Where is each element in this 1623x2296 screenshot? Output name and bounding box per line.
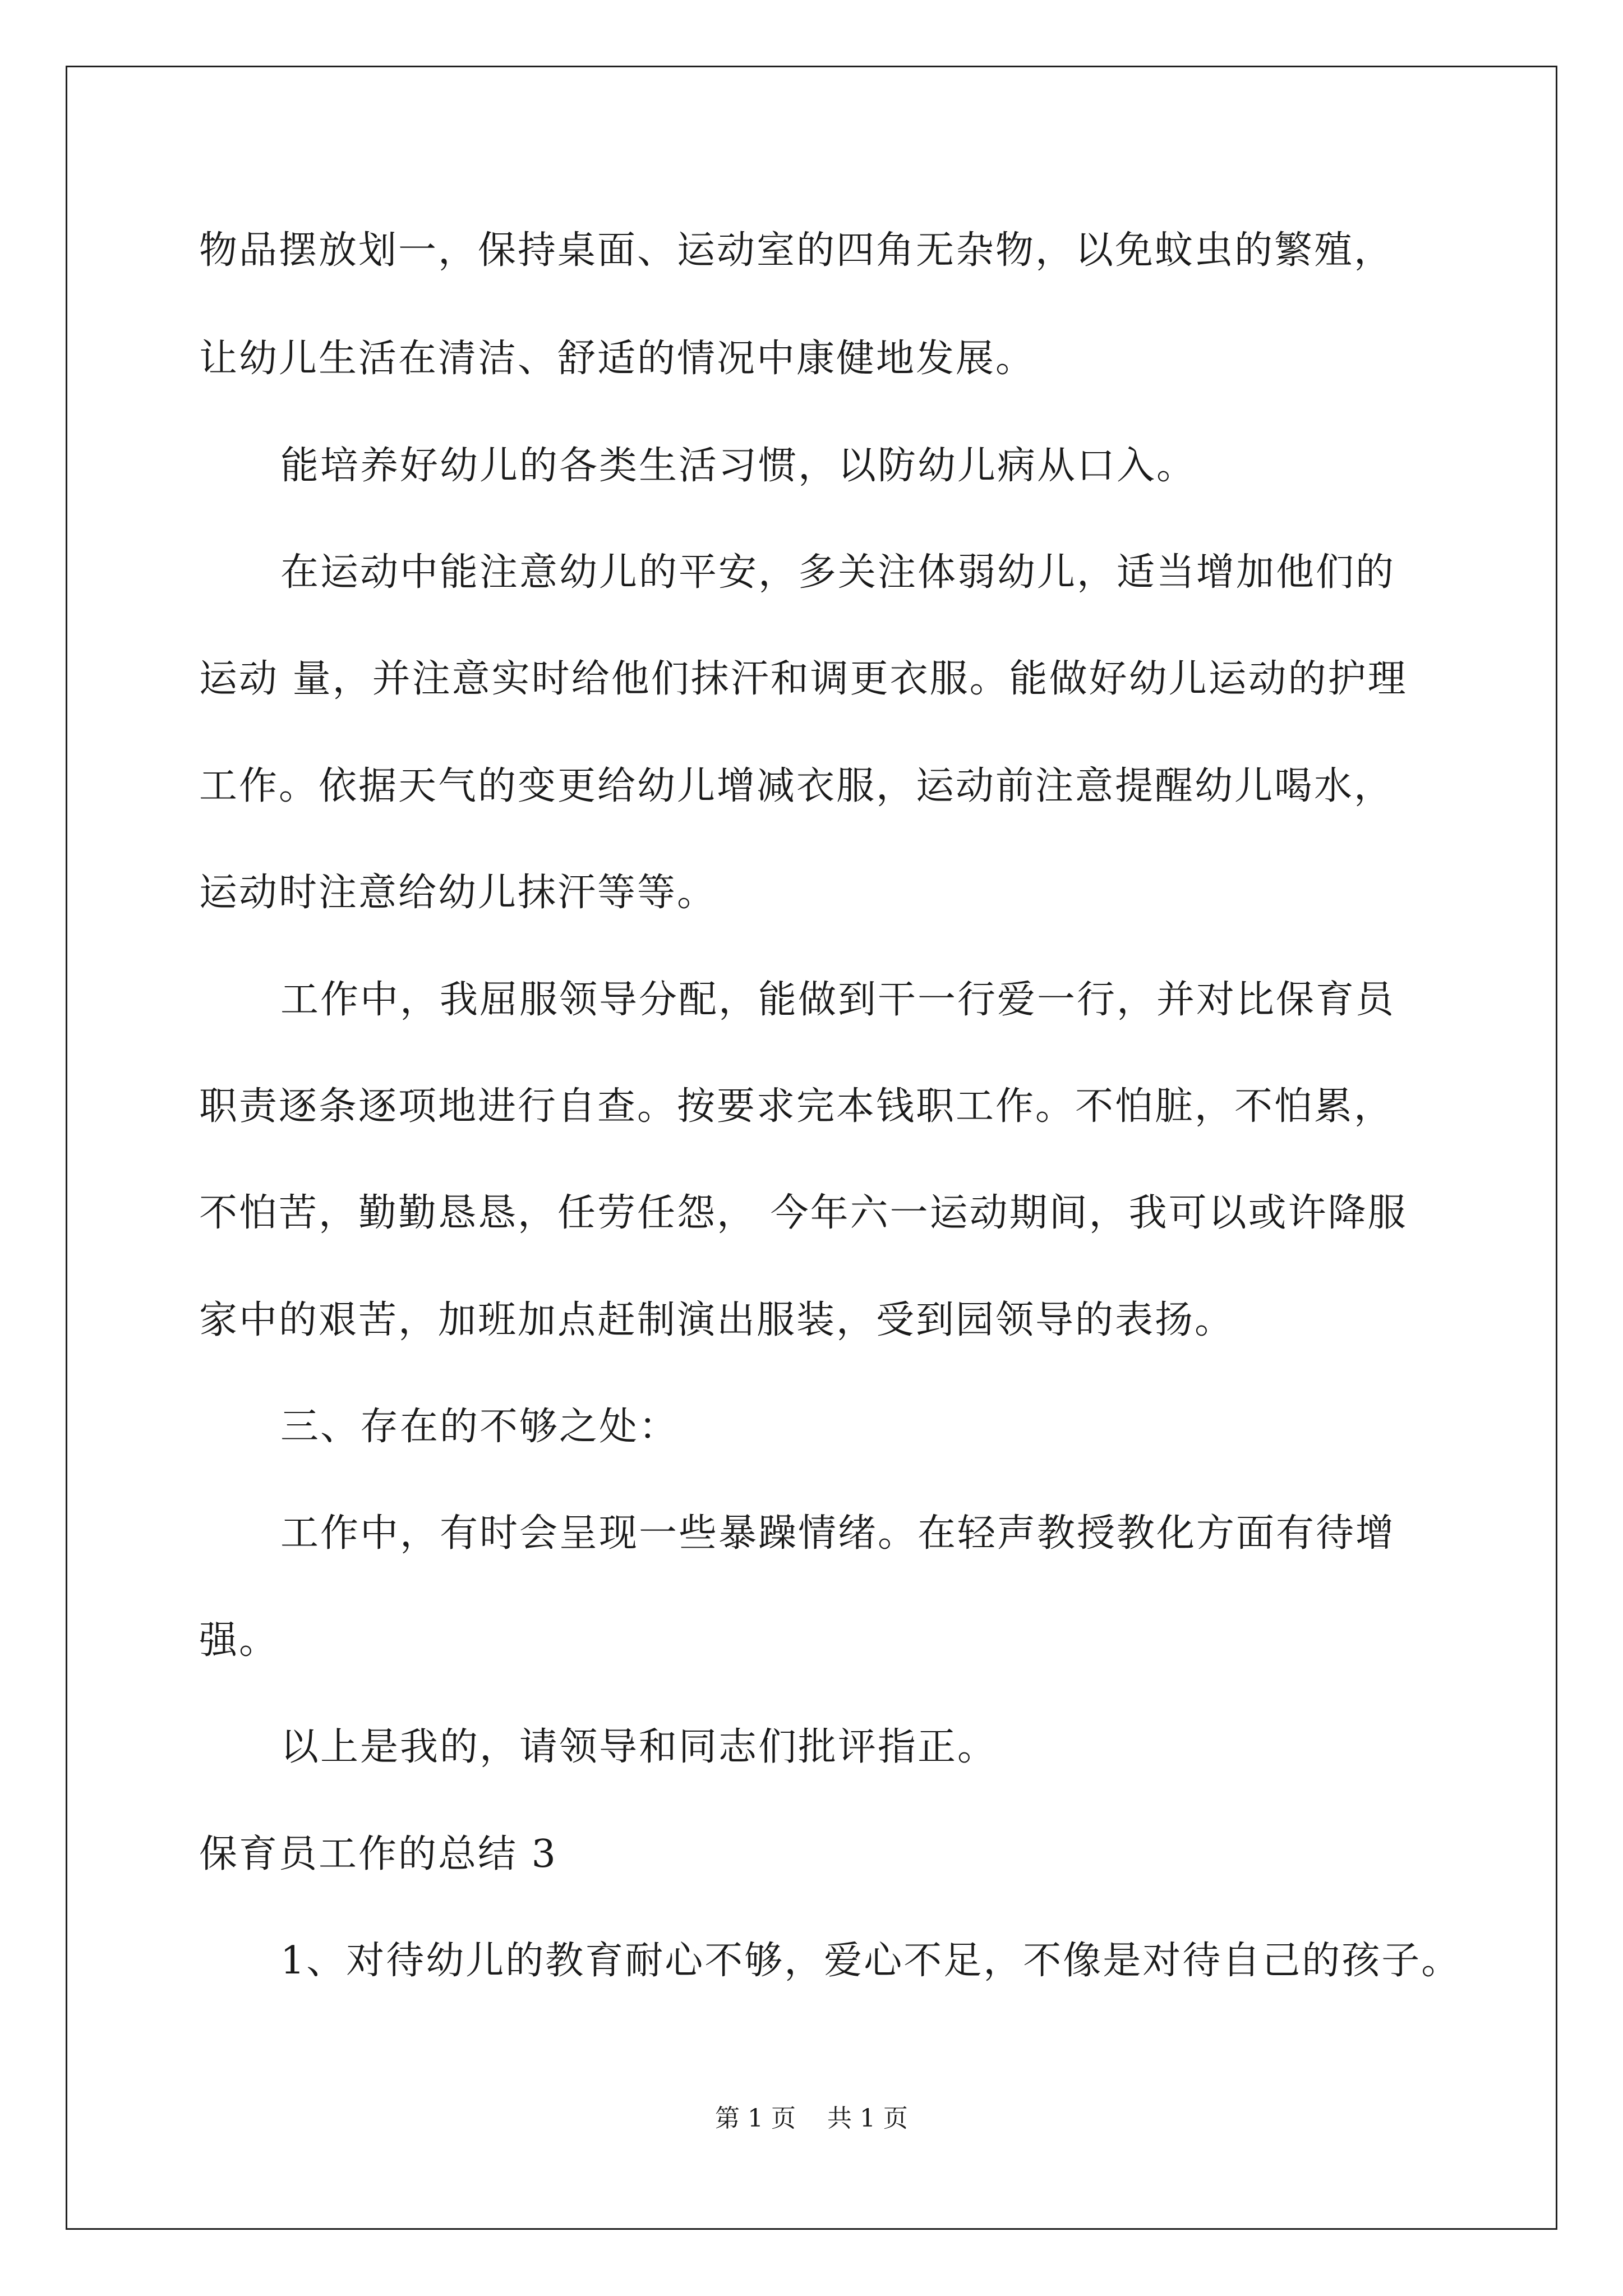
section-heading: 三、存在的不够之处：	[280, 1405, 679, 1449]
text-line: 工作。依据天气的变更给幼儿增减衣服，运动前注意提醒幼儿喝水，	[199, 764, 1394, 808]
page-number-footer: 第 1 页 共 1 页	[715, 2104, 908, 2133]
text-line: 职责逐条逐项地进行自查。按要求完本钱职工作。不怕脏，不怕累，	[199, 1084, 1394, 1129]
text-line: 能培养好幼儿的各类生活习惯，以防幼儿病从口入。	[280, 444, 1197, 488]
text-line: 在运动中能注意幼儿的平安，多关注体弱幼儿，适当增加他们的	[280, 550, 1396, 595]
text-line: 强。	[199, 1618, 279, 1663]
text-line: 家中的艰苦，加班加点赶制演出服装，受到园领导的表扬。	[199, 1298, 1235, 1342]
text-line: 工作中，我屈服领导分配，能做到干一行爱一行，并对比保育员	[280, 978, 1396, 1022]
text-line: 工作中，有时会呈现一些暴躁情绪。在轻声教授教化方面有待增	[280, 1511, 1396, 1556]
section-title: 保育员工作的总结 3	[199, 1832, 557, 1876]
text-line: 不怕苦，勤勤恳恳，任劳任怨， 今年六一运动期间，我可以或许降服	[199, 1191, 1408, 1235]
page-border	[66, 66, 1557, 2230]
text-line: 让幼儿生活在清洁、舒适的情况中康健地发展。	[199, 337, 1036, 381]
text-line: 运动时注意给幼儿抹汗等等。	[199, 871, 717, 915]
text-line: 物品摆放划一，保持桌面、运动室的四角无杂物，以免蚊虫的繁殖，	[199, 228, 1394, 273]
text-line: 以上是我的，请领导和同志们批评指正。	[280, 1725, 998, 1769]
text-line: 1、对待幼儿的教育耐心不够，爱心不足，不像是对待自己的孩子。	[280, 1939, 1461, 1983]
text-line: 运动 量，并注意实时给他们抹汗和调更衣服。能做好幼儿运动的护理	[199, 657, 1408, 701]
